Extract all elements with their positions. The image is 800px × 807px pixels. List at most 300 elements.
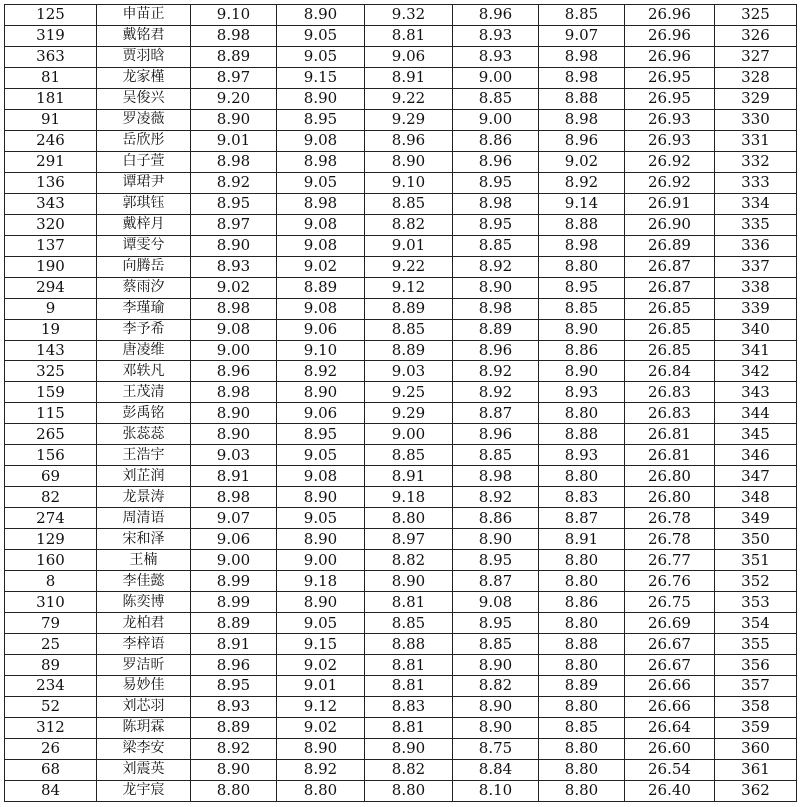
table-row: [5, 655, 797, 676]
score-2-cell: 8.90: [277, 5, 365, 26]
entry-number-cell: 320: [5, 214, 97, 235]
table-row: [5, 319, 797, 340]
total-score-cell: 26.67: [625, 655, 715, 676]
score-5-cell: 8.80: [539, 466, 625, 487]
table-row: [5, 109, 797, 130]
entry-number-cell: 143: [5, 340, 97, 361]
score-2-cell: 8.90: [277, 738, 365, 759]
score-4-cell: 8.89: [453, 319, 539, 340]
total-score-cell: 26.92: [625, 151, 715, 172]
score-5-cell: 8.80: [539, 550, 625, 571]
score-1-cell: 8.95: [191, 193, 277, 214]
score-3-cell: 8.89: [365, 340, 453, 361]
entry-number-cell: 25: [5, 634, 97, 655]
score-4-cell: 8.85: [453, 235, 539, 256]
score-2-cell: 9.05: [277, 445, 365, 466]
entry-number-cell: 115: [5, 403, 97, 424]
score-1-cell: 8.93: [191, 256, 277, 277]
entry-number-cell: 19: [5, 319, 97, 340]
table-row: [5, 214, 797, 235]
score-5-cell: 8.80: [539, 403, 625, 424]
score-4-cell: 8.90: [453, 655, 539, 676]
table-row: [5, 445, 797, 466]
score-3-cell: 9.18: [365, 487, 453, 508]
score-2-cell: 8.90: [277, 88, 365, 109]
entry-number-cell: 310: [5, 592, 97, 613]
score-5-cell: 8.83: [539, 487, 625, 508]
score-5-cell: 8.80: [539, 759, 625, 780]
total-score-cell: 26.54: [625, 759, 715, 780]
score-5-cell: 8.92: [539, 172, 625, 193]
name-cell: 贾羽晗: [97, 46, 191, 67]
score-4-cell: 8.98: [453, 193, 539, 214]
table-row: [5, 550, 797, 571]
entry-number-cell: 156: [5, 445, 97, 466]
total-score-cell: 26.76: [625, 571, 715, 592]
score-3-cell: 8.85: [365, 319, 453, 340]
score-2-cell: 9.02: [277, 717, 365, 738]
entry-number-cell: 159: [5, 382, 97, 403]
rank-cell: 336: [715, 235, 797, 256]
score-2-cell: 8.92: [277, 759, 365, 780]
score-4-cell: 8.84: [453, 759, 539, 780]
score-5-cell: 8.80: [539, 780, 625, 801]
score-5-cell: 8.89: [539, 676, 625, 697]
name-cell: 刘震英: [97, 759, 191, 780]
name-cell: 李予希: [97, 319, 191, 340]
score-4-cell: 8.95: [453, 613, 539, 634]
name-cell: 谭雯兮: [97, 235, 191, 256]
score-3-cell: 9.12: [365, 277, 453, 298]
entry-number-cell: 125: [5, 5, 97, 26]
score-2-cell: 9.15: [277, 634, 365, 655]
score-4-cell: 8.96: [453, 151, 539, 172]
entry-number-cell: 325: [5, 361, 97, 382]
score-2-cell: 8.90: [277, 382, 365, 403]
score-5-cell: 9.14: [539, 193, 625, 214]
entry-number-cell: 68: [5, 759, 97, 780]
score-4-cell: 8.82: [453, 676, 539, 697]
score-3-cell: 9.29: [365, 109, 453, 130]
name-cell: 邓轶凡: [97, 361, 191, 382]
score-5-cell: 9.07: [539, 25, 625, 46]
table-row: [5, 571, 797, 592]
entry-number-cell: 343: [5, 193, 97, 214]
score-1-cell: 8.89: [191, 717, 277, 738]
entry-number-cell: 136: [5, 172, 97, 193]
score-2-cell: 9.08: [277, 235, 365, 256]
table-row: [5, 738, 797, 759]
total-score-cell: 26.67: [625, 634, 715, 655]
total-score-cell: 26.85: [625, 319, 715, 340]
total-score-cell: 26.92: [625, 172, 715, 193]
name-cell: 易妙佳: [97, 676, 191, 697]
score-3-cell: 9.03: [365, 361, 453, 382]
score-5-cell: 8.90: [539, 361, 625, 382]
entry-number-cell: 129: [5, 529, 97, 550]
rank-cell: 360: [715, 738, 797, 759]
name-cell: 戴梓月: [97, 214, 191, 235]
score-2-cell: 9.01: [277, 676, 365, 697]
score-2-cell: 9.05: [277, 613, 365, 634]
rank-cell: 325: [715, 5, 797, 26]
table-row: [5, 466, 797, 487]
score-4-cell: 8.93: [453, 25, 539, 46]
score-1-cell: 8.89: [191, 46, 277, 67]
score-4-cell: 8.85: [453, 88, 539, 109]
table-row: [5, 130, 797, 151]
rank-cell: 330: [715, 109, 797, 130]
rank-cell: 346: [715, 445, 797, 466]
score-5-cell: 8.98: [539, 67, 625, 88]
table-row: [5, 696, 797, 717]
name-cell: 王楠: [97, 550, 191, 571]
score-4-cell: 8.85: [453, 634, 539, 655]
rank-cell: 359: [715, 717, 797, 738]
score-1-cell: 8.90: [191, 403, 277, 424]
rank-cell: 335: [715, 214, 797, 235]
score-1-cell: 8.97: [191, 214, 277, 235]
total-score-cell: 26.80: [625, 487, 715, 508]
rank-cell: 341: [715, 340, 797, 361]
score-1-cell: 9.00: [191, 340, 277, 361]
score-3-cell: 8.91: [365, 67, 453, 88]
table-row: [5, 592, 797, 613]
total-score-cell: 26.83: [625, 403, 715, 424]
name-cell: 龙宇宸: [97, 780, 191, 801]
table-row: [5, 88, 797, 109]
score-3-cell: 8.90: [365, 571, 453, 592]
entry-number-cell: 294: [5, 277, 97, 298]
total-score-cell: 26.83: [625, 382, 715, 403]
total-score-cell: 26.91: [625, 193, 715, 214]
score-3-cell: 8.83: [365, 696, 453, 717]
score-2-cell: 8.95: [277, 424, 365, 445]
name-cell: 彭禹铭: [97, 403, 191, 424]
name-cell: 陈奕博: [97, 592, 191, 613]
score-5-cell: 8.91: [539, 529, 625, 550]
total-score-cell: 26.69: [625, 613, 715, 634]
score-5-cell: 8.98: [539, 235, 625, 256]
rank-cell: 342: [715, 361, 797, 382]
total-score-cell: 26.87: [625, 277, 715, 298]
score-5-cell: 8.93: [539, 382, 625, 403]
score-4-cell: 8.86: [453, 508, 539, 529]
score-2-cell: 9.05: [277, 46, 365, 67]
score-1-cell: 8.98: [191, 151, 277, 172]
total-score-cell: 26.96: [625, 5, 715, 26]
name-cell: 吴俊兴: [97, 88, 191, 109]
score-4-cell: 8.92: [453, 361, 539, 382]
total-score-cell: 26.40: [625, 780, 715, 801]
score-4-cell: 9.08: [453, 592, 539, 613]
table-row: [5, 403, 797, 424]
rank-cell: 337: [715, 256, 797, 277]
rank-cell: 333: [715, 172, 797, 193]
table-row: [5, 759, 797, 780]
rank-cell: 334: [715, 193, 797, 214]
entry-number-cell: 291: [5, 151, 97, 172]
score-3-cell: 8.91: [365, 466, 453, 487]
score-2-cell: 9.00: [277, 550, 365, 571]
entry-number-cell: 160: [5, 550, 97, 571]
score-2-cell: 9.15: [277, 67, 365, 88]
score-2-cell: 9.05: [277, 25, 365, 46]
total-score-cell: 26.96: [625, 25, 715, 46]
score-4-cell: 8.95: [453, 214, 539, 235]
name-cell: 罗凌薇: [97, 109, 191, 130]
table-row: [5, 487, 797, 508]
name-cell: 谭珺尹: [97, 172, 191, 193]
total-score-cell: 26.93: [625, 109, 715, 130]
score-4-cell: 8.95: [453, 550, 539, 571]
total-score-cell: 26.93: [625, 130, 715, 151]
score-3-cell: 8.82: [365, 759, 453, 780]
score-4-cell: 8.96: [453, 340, 539, 361]
name-cell: 王浩宇: [97, 445, 191, 466]
name-cell: 刘芷润: [97, 466, 191, 487]
table-row: [5, 46, 797, 67]
rank-cell: 356: [715, 655, 797, 676]
score-5-cell: 8.85: [539, 717, 625, 738]
score-1-cell: 8.80: [191, 780, 277, 801]
entry-number-cell: 246: [5, 130, 97, 151]
name-cell: 刘芯羽: [97, 696, 191, 717]
entry-number-cell: 265: [5, 424, 97, 445]
score-4-cell: 8.90: [453, 717, 539, 738]
score-5-cell: 8.80: [539, 571, 625, 592]
rank-cell: 344: [715, 403, 797, 424]
score-3-cell: 8.81: [365, 655, 453, 676]
score-1-cell: 8.92: [191, 172, 277, 193]
score-1-cell: 8.96: [191, 655, 277, 676]
score-3-cell: 8.81: [365, 25, 453, 46]
score-5-cell: 8.85: [539, 298, 625, 319]
score-3-cell: 8.88: [365, 634, 453, 655]
name-cell: 周清语: [97, 508, 191, 529]
score-4-cell: 8.93: [453, 46, 539, 67]
entry-number-cell: 234: [5, 676, 97, 697]
score-5-cell: 8.80: [539, 256, 625, 277]
name-cell: 戴铭君: [97, 25, 191, 46]
table-row: [5, 277, 797, 298]
score-3-cell: 8.81: [365, 717, 453, 738]
score-2-cell: 9.02: [277, 256, 365, 277]
total-score-cell: 26.85: [625, 298, 715, 319]
score-1-cell: 8.97: [191, 67, 277, 88]
score-2-cell: 9.08: [277, 130, 365, 151]
score-4-cell: 9.00: [453, 67, 539, 88]
score-1-cell: 8.91: [191, 466, 277, 487]
rank-cell: 362: [715, 780, 797, 801]
score-2-cell: 8.89: [277, 277, 365, 298]
name-cell: 罗洁昕: [97, 655, 191, 676]
score-4-cell: 8.92: [453, 256, 539, 277]
name-cell: 岳欣彤: [97, 130, 191, 151]
total-score-cell: 26.60: [625, 738, 715, 759]
score-2-cell: 9.06: [277, 403, 365, 424]
total-score-cell: 26.80: [625, 466, 715, 487]
total-score-cell: 26.85: [625, 340, 715, 361]
score-3-cell: 8.85: [365, 193, 453, 214]
name-cell: 龙景涛: [97, 487, 191, 508]
name-cell: 蔡雨汐: [97, 277, 191, 298]
score-5-cell: 8.90: [539, 319, 625, 340]
total-score-cell: 26.64: [625, 717, 715, 738]
score-2-cell: 9.18: [277, 571, 365, 592]
entry-number-cell: 79: [5, 613, 97, 634]
rank-cell: 340: [715, 319, 797, 340]
name-cell: 申苗正: [97, 5, 191, 26]
table-row: [5, 613, 797, 634]
table-row: [5, 361, 797, 382]
score-4-cell: 8.92: [453, 487, 539, 508]
score-2-cell: 9.10: [277, 340, 365, 361]
total-score-cell: 26.95: [625, 88, 715, 109]
score-4-cell: 8.10: [453, 780, 539, 801]
score-3-cell: 8.97: [365, 529, 453, 550]
table-row: [5, 508, 797, 529]
rank-cell: 349: [715, 508, 797, 529]
score-2-cell: 9.12: [277, 696, 365, 717]
score-1-cell: 8.90: [191, 424, 277, 445]
rank-cell: 331: [715, 130, 797, 151]
rank-cell: 357: [715, 676, 797, 697]
rank-cell: 353: [715, 592, 797, 613]
score-3-cell: 9.22: [365, 88, 453, 109]
score-1-cell: 8.91: [191, 634, 277, 655]
score-1-cell: 8.96: [191, 361, 277, 382]
score-5-cell: 8.93: [539, 445, 625, 466]
score-1-cell: 9.02: [191, 277, 277, 298]
score-4-cell: 8.96: [453, 5, 539, 26]
score-2-cell: 8.98: [277, 151, 365, 172]
total-score-cell: 26.66: [625, 676, 715, 697]
entry-number-cell: 91: [5, 109, 97, 130]
total-score-cell: 26.81: [625, 445, 715, 466]
score-3-cell: 8.80: [365, 508, 453, 529]
score-5-cell: 8.88: [539, 424, 625, 445]
table-row: [5, 235, 797, 256]
score-2-cell: 9.02: [277, 655, 365, 676]
score-1-cell: 9.08: [191, 319, 277, 340]
table-row: [5, 717, 797, 738]
table-row: [5, 634, 797, 655]
entry-number-cell: 137: [5, 235, 97, 256]
score-3-cell: 8.89: [365, 298, 453, 319]
name-cell: 李瑾瑜: [97, 298, 191, 319]
entry-number-cell: 89: [5, 655, 97, 676]
score-4-cell: 8.75: [453, 738, 539, 759]
score-5-cell: 8.85: [539, 5, 625, 26]
table-row: [5, 424, 797, 445]
rank-cell: 358: [715, 696, 797, 717]
total-score-cell: 26.90: [625, 214, 715, 235]
name-cell: 龙家槿: [97, 67, 191, 88]
score-5-cell: 8.88: [539, 88, 625, 109]
score-3-cell: 9.25: [365, 382, 453, 403]
score-2-cell: 8.80: [277, 780, 365, 801]
total-score-cell: 26.87: [625, 256, 715, 277]
score-5-cell: 8.87: [539, 508, 625, 529]
table-row: [5, 67, 797, 88]
score-5-cell: 8.88: [539, 214, 625, 235]
total-score-cell: 26.95: [625, 67, 715, 88]
rank-cell: 338: [715, 277, 797, 298]
score-3-cell: 8.81: [365, 676, 453, 697]
table-row: [5, 256, 797, 277]
rank-cell: 345: [715, 424, 797, 445]
score-2-cell: 8.95: [277, 109, 365, 130]
score-1-cell: 8.90: [191, 109, 277, 130]
score-1-cell: 9.03: [191, 445, 277, 466]
table-row: [5, 5, 797, 26]
score-4-cell: 8.87: [453, 403, 539, 424]
score-2-cell: 9.08: [277, 214, 365, 235]
score-5-cell: 8.88: [539, 634, 625, 655]
rank-cell: 327: [715, 46, 797, 67]
rank-cell: 332: [715, 151, 797, 172]
rank-cell: 339: [715, 298, 797, 319]
table-row: [5, 529, 797, 550]
rank-cell: 347: [715, 466, 797, 487]
total-score-cell: 26.96: [625, 46, 715, 67]
score-1-cell: 8.90: [191, 759, 277, 780]
score-1-cell: 8.92: [191, 738, 277, 759]
score-1-cell: 8.93: [191, 696, 277, 717]
score-1-cell: 9.00: [191, 550, 277, 571]
score-table: [4, 4, 797, 802]
score-2-cell: 9.05: [277, 172, 365, 193]
rank-cell: 351: [715, 550, 797, 571]
total-score-cell: 26.75: [625, 592, 715, 613]
score-4-cell: 8.85: [453, 445, 539, 466]
score-3-cell: 8.85: [365, 613, 453, 634]
score-2-cell: 9.06: [277, 319, 365, 340]
score-3-cell: 9.29: [365, 403, 453, 424]
name-cell: 李佳懿: [97, 571, 191, 592]
score-2-cell: 8.90: [277, 529, 365, 550]
name-cell: 唐凌维: [97, 340, 191, 361]
score-3-cell: 8.90: [365, 151, 453, 172]
score-2-cell: 8.90: [277, 487, 365, 508]
score-1-cell: 8.99: [191, 571, 277, 592]
entry-number-cell: 274: [5, 508, 97, 529]
entry-number-cell: 52: [5, 696, 97, 717]
table-row: [5, 382, 797, 403]
score-3-cell: 8.90: [365, 738, 453, 759]
score-2-cell: 9.08: [277, 466, 365, 487]
entry-number-cell: 312: [5, 717, 97, 738]
score-5-cell: 8.80: [539, 613, 625, 634]
entry-number-cell: 363: [5, 46, 97, 67]
name-cell: 张蕊蕊: [97, 424, 191, 445]
score-1-cell: 8.99: [191, 592, 277, 613]
entry-number-cell: 26: [5, 738, 97, 759]
table-row: [5, 151, 797, 172]
score-1-cell: 9.10: [191, 5, 277, 26]
entry-number-cell: 69: [5, 466, 97, 487]
score-5-cell: 8.98: [539, 46, 625, 67]
name-cell: 白子萱: [97, 151, 191, 172]
total-score-cell: 26.84: [625, 361, 715, 382]
score-4-cell: 8.86: [453, 130, 539, 151]
score-5-cell: 9.02: [539, 151, 625, 172]
score-4-cell: 8.95: [453, 172, 539, 193]
score-1-cell: 8.98: [191, 382, 277, 403]
entry-number-cell: 319: [5, 25, 97, 46]
name-cell: 梁李安: [97, 738, 191, 759]
